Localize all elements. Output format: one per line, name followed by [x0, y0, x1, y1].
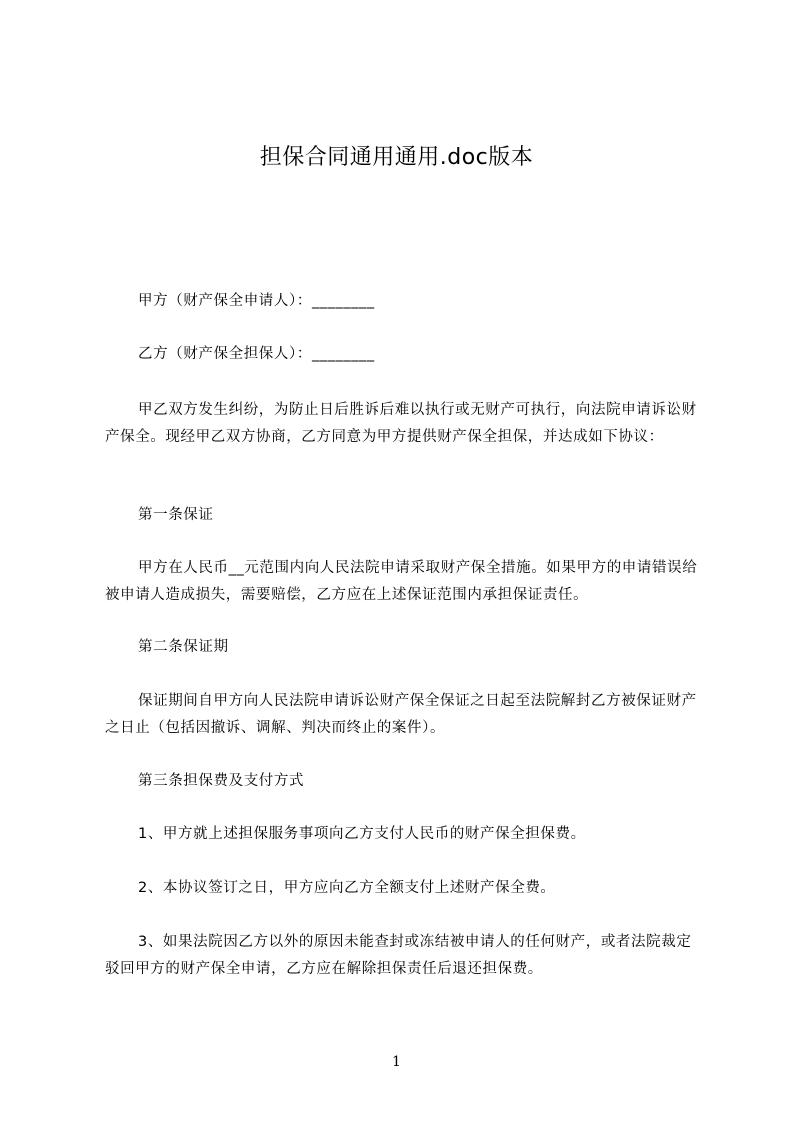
article-1-heading: 第一条保证	[138, 507, 214, 523]
party-a-line: 甲方（财产保全申请人）：________	[138, 293, 375, 309]
page-number: 1	[392, 1054, 401, 1070]
preamble-paragraph: 甲乙双方发生纠纷，为防止日后胜诉后难以执行或无财产可执行，向法院申请诉讼财产保全。现经甲乙双方协商，乙方同意为甲方提供财产保全担保，并达成如下协议：	[105, 402, 697, 445]
article-2-paragraph: 保证期间自甲方向人民法院申请诉讼财产保全保证之日起至法院解封乙方被保证财产之日止（包括因撤诉、调解、判决而终止的案件）。	[105, 693, 697, 736]
article-2-heading: 第二条保证期	[138, 639, 229, 655]
document-title: 担保合同通用通用.doc版本	[259, 145, 534, 170]
article-1-paragraph: 甲方在人民币__元范围内向人民法院申请采取财产保全措施。如果甲方的申请错误给被申请人造成损失，需要赔偿，乙方应在上述保证范围内承担保证责任。	[105, 560, 698, 603]
article-3-item-3: 3、如果法院因乙方以外的原因未能查封或冻结被申请人的任何财产，或者法院裁定驳回甲方的财产保全申请，乙方应在解除担保责任后退还担保费。	[105, 934, 692, 977]
article-3-item-2: 2、本协议签订之日，甲方应向乙方全额支付上述财产保全费。	[138, 880, 556, 896]
party-b-line: 乙方（财产保全担保人）：________	[138, 346, 375, 362]
article-3-item-1: 1、甲方就上述担保服务事项向乙方支付人民币的财产保全担保费。	[138, 826, 586, 842]
article-3-heading: 第三条担保费及支付方式	[138, 773, 305, 789]
